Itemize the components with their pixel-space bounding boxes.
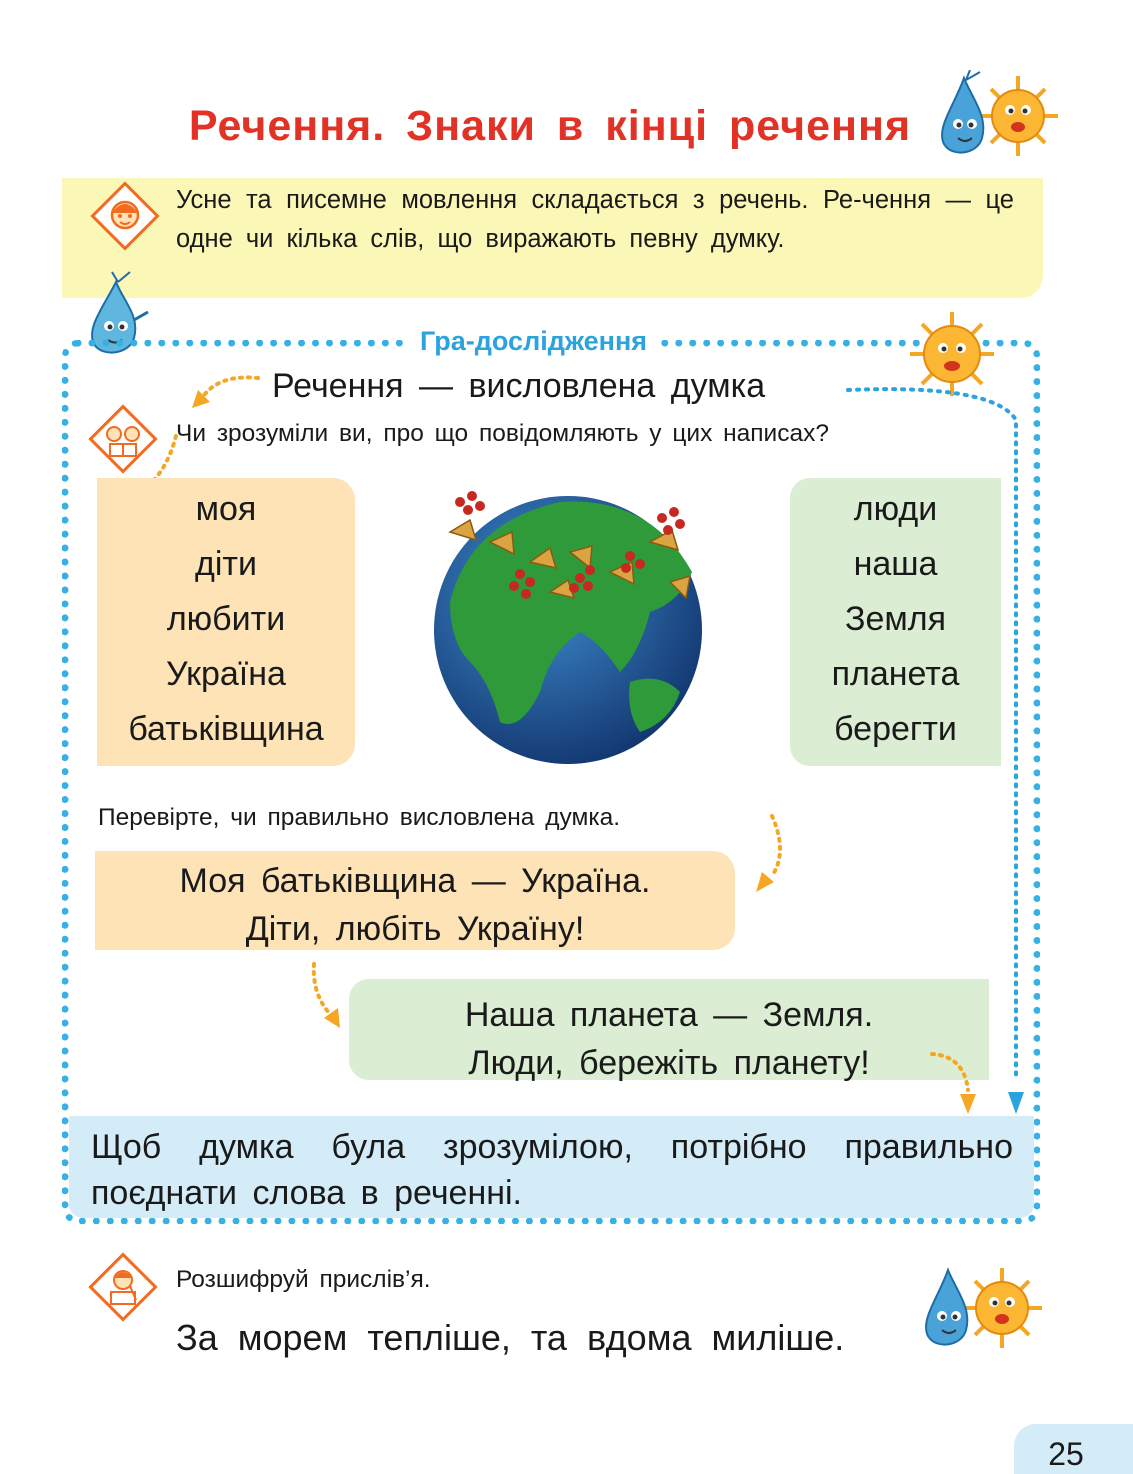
word-item: моя — [195, 490, 257, 528]
task-instruction: Розшифруй прислів’я. — [176, 1266, 431, 1293]
word-item: любити — [166, 600, 286, 638]
sentence-line: Діти, любіть Україну! — [245, 910, 585, 948]
proverb-text: За морем тепліше, та вдома миліше. — [176, 1317, 845, 1358]
sentence-box-earth — [349, 979, 989, 1080]
word-item: батьківщина — [128, 710, 324, 748]
drop-sun-mascot-icon — [920, 1262, 1042, 1354]
girl-writing-diamond-icon — [86, 1250, 160, 1324]
arrow-icon — [188, 368, 268, 412]
section-label: Гра-дослідження — [410, 326, 657, 357]
page-title: Речення. Знаки в кінці речення — [188, 102, 912, 150]
word-item: Земля — [844, 600, 947, 638]
sentence-line: Наша планета — Земля. — [464, 996, 874, 1034]
word-list-left — [97, 478, 355, 766]
sentence-box-ukraine — [95, 851, 735, 950]
sentence-line: Люди, бережіть планету! — [468, 1044, 870, 1082]
question-text: Чи зрозуміли ви, про що повідомляють у цих написах? — [176, 420, 829, 447]
word-item: берегти — [834, 710, 957, 748]
game-heading: Речення — висловлена думка — [272, 367, 766, 405]
girl-face-diamond-icon — [88, 179, 162, 253]
word-item: Україна — [166, 655, 286, 693]
word-item: планета — [831, 655, 960, 693]
word-item: люди — [853, 490, 938, 528]
word-item: наша — [853, 545, 938, 583]
arrow-icon — [752, 812, 792, 896]
arrow-icon — [928, 1046, 984, 1116]
drop-sun-mascot-icon — [936, 70, 1058, 162]
arrow-icon — [304, 960, 348, 1032]
word-item: діти — [195, 545, 257, 583]
page-number: 25 — [1048, 1436, 1084, 1472]
sentence-line: Моя батьківщина — Україна. — [179, 862, 651, 900]
rule-text: Усне та писемне мовлення складається з речень. Ре-чення — це одне чи кілька слів, що виражають певну думку. — [176, 186, 1014, 253]
word-list-right — [790, 478, 1001, 766]
check-instruction: Перевірте, чи правильно висловлена думка. — [98, 804, 621, 831]
conclusion-text: Щоб думка була зрозумілою, потрібно правильно поєднати слова в реченні. — [91, 1128, 1013, 1212]
globe-viburnum-image — [430, 482, 720, 764]
